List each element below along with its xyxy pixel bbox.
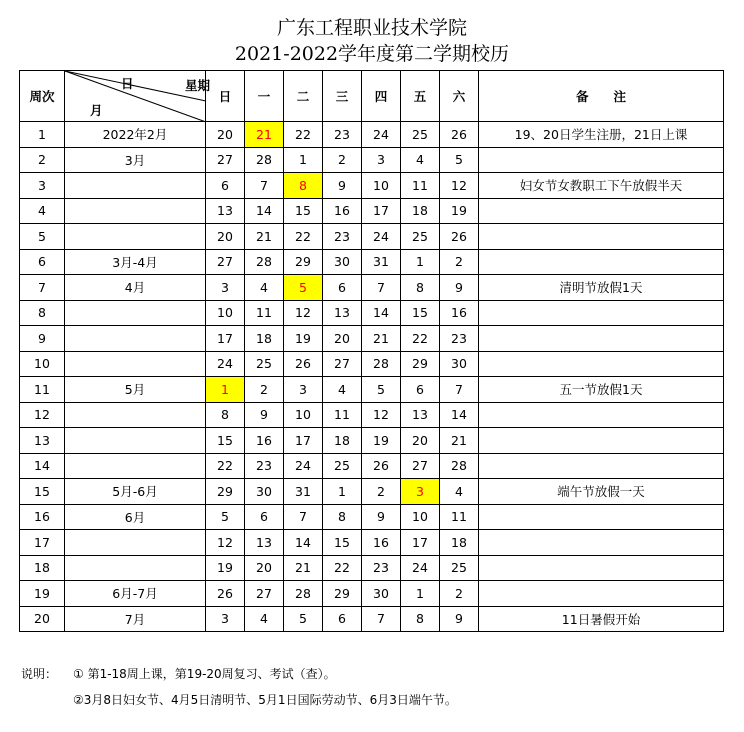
day-cell: 3	[284, 377, 323, 403]
header-diag-weekday: 星期	[185, 78, 211, 93]
week-note	[479, 555, 724, 581]
week-month: 3月-4月	[65, 249, 206, 275]
day-cell: 28	[284, 581, 323, 607]
day-cell: 20	[323, 326, 362, 352]
day-cell: 29	[323, 581, 362, 607]
day-cell: 15	[284, 198, 323, 224]
week-month: 6月	[65, 504, 206, 530]
week-note	[479, 326, 724, 352]
day-cell: 8	[401, 275, 440, 301]
day-cell: 12	[440, 173, 479, 199]
day-cell: 9	[440, 606, 479, 632]
week-row	[20, 122, 724, 148]
day-cell: 6	[323, 606, 362, 632]
day-cell: 18	[323, 428, 362, 454]
week-row	[20, 275, 724, 301]
week-number: 7	[20, 275, 65, 301]
week-number: 11	[20, 377, 65, 403]
day-cell: 18	[401, 198, 440, 224]
day-cell: 4	[323, 377, 362, 403]
day-cell: 20	[401, 428, 440, 454]
day-cell: 4	[245, 606, 284, 632]
week-note	[479, 402, 724, 428]
day-cell: 13	[245, 530, 284, 556]
week-note	[479, 249, 724, 275]
day-cell: 30	[245, 479, 284, 505]
day-cell: 26	[206, 581, 245, 607]
week-number: 5	[20, 224, 65, 250]
day-cell: 29	[401, 351, 440, 377]
day-cell: 4	[245, 275, 284, 301]
day-cell: 26	[284, 351, 323, 377]
week-note	[479, 224, 724, 250]
footnote-text-1: ① 第1-18周上课，第19-20周复习、考试（查）。	[73, 667, 336, 681]
header-notes: 备 注	[479, 71, 724, 122]
day-cell: 13	[401, 402, 440, 428]
week-note	[479, 530, 724, 556]
day-cell: 1	[323, 479, 362, 505]
day-cell: 25	[440, 555, 479, 581]
day-cell: 21	[284, 555, 323, 581]
day-cell: 2	[440, 249, 479, 275]
week-note	[479, 453, 724, 479]
week-note	[479, 351, 724, 377]
day-cell: 9	[323, 173, 362, 199]
day-cell: 31	[284, 479, 323, 505]
day-cell: 22	[206, 453, 245, 479]
week-row	[20, 351, 724, 377]
day-cell: 27	[206, 147, 245, 173]
day-cell: 29	[206, 479, 245, 505]
day-cell: 2	[440, 581, 479, 607]
day-cell: 30	[440, 351, 479, 377]
day-cell: 3	[206, 275, 245, 301]
day-cell: 1	[401, 581, 440, 607]
week-row	[20, 300, 724, 326]
week-month: 6月-7月	[65, 581, 206, 607]
day-cell: 23	[323, 122, 362, 148]
day-cell: 7	[362, 275, 401, 301]
day-cell: 16	[362, 530, 401, 556]
day-cell: 8	[206, 402, 245, 428]
day-cell: 23	[323, 224, 362, 250]
week-number: 18	[20, 555, 65, 581]
day-cell: 19	[284, 326, 323, 352]
week-number: 2	[20, 147, 65, 173]
day-cell: 3	[362, 147, 401, 173]
day-cell: 24	[284, 453, 323, 479]
week-note	[479, 147, 724, 173]
day-cell: 12	[362, 402, 401, 428]
day-cell: 11	[323, 402, 362, 428]
week-number: 6	[20, 249, 65, 275]
week-number: 17	[20, 530, 65, 556]
footnote-line-1	[21, 665, 336, 682]
header-diag-day: 日	[121, 76, 134, 91]
day-cell: 6	[206, 173, 245, 199]
day-cell: 11	[245, 300, 284, 326]
day-cell: 23	[362, 555, 401, 581]
day-cell: 4	[401, 147, 440, 173]
week-row	[20, 377, 724, 403]
week-number: 4	[20, 198, 65, 224]
week-row	[20, 555, 724, 581]
day-cell: 22	[284, 122, 323, 148]
header-day-fri: 五	[401, 71, 440, 122]
day-cell: 16	[245, 428, 284, 454]
day-cell: 18	[440, 530, 479, 556]
day-cell: 12	[206, 530, 245, 556]
day-cell: 28	[440, 453, 479, 479]
calendar-table	[19, 70, 724, 632]
day-cell: 15	[323, 530, 362, 556]
day-cell: 9	[362, 504, 401, 530]
day-cell: 28	[362, 351, 401, 377]
day-cell: 17	[284, 428, 323, 454]
day-cell: 30	[362, 581, 401, 607]
day-cell: 2	[323, 147, 362, 173]
week-row	[20, 479, 724, 505]
day-cell: 7	[284, 504, 323, 530]
day-cell: 5	[206, 504, 245, 530]
day-cell: 26	[440, 122, 479, 148]
day-cell: 20	[206, 122, 245, 148]
day-cell: 24	[362, 224, 401, 250]
week-row	[20, 581, 724, 607]
week-note	[479, 581, 724, 607]
week-number: 13	[20, 428, 65, 454]
week-row	[20, 453, 724, 479]
day-cell: 13	[323, 300, 362, 326]
week-number: 9	[20, 326, 65, 352]
day-cell: 10	[362, 173, 401, 199]
week-note: 11日暑假开始	[479, 606, 724, 632]
header-row	[20, 71, 724, 122]
header-day-sun: 日	[206, 71, 245, 122]
day-cell: 27	[245, 581, 284, 607]
week-number: 10	[20, 351, 65, 377]
footnote-line-2	[73, 691, 457, 708]
week-row	[20, 326, 724, 352]
day-cell: 1	[401, 249, 440, 275]
day-cell: 27	[401, 453, 440, 479]
header-diagonal-cell	[65, 71, 211, 122]
day-cell: 17	[206, 326, 245, 352]
header-day-wed: 三	[323, 71, 362, 122]
week-month	[65, 326, 206, 352]
day-cell: 23	[245, 453, 284, 479]
week-month: 5月	[65, 377, 206, 403]
day-cell-holiday: 3	[401, 479, 440, 505]
week-note: 19、20日学生注册，21日上课	[479, 122, 724, 148]
day-cell: 12	[284, 300, 323, 326]
week-month: 2022年2月	[65, 122, 206, 148]
day-cell: 24	[206, 351, 245, 377]
day-cell: 26	[440, 224, 479, 250]
week-row	[20, 224, 724, 250]
week-row	[20, 402, 724, 428]
week-number: 15	[20, 479, 65, 505]
day-cell: 7	[245, 173, 284, 199]
day-cell: 29	[284, 249, 323, 275]
day-cell: 10	[284, 402, 323, 428]
day-cell: 13	[206, 198, 245, 224]
day-cell: 20	[245, 555, 284, 581]
day-cell: 6	[245, 504, 284, 530]
day-cell: 14	[362, 300, 401, 326]
week-note: 五一节放假1天	[479, 377, 724, 403]
day-cell: 14	[284, 530, 323, 556]
day-cell: 18	[245, 326, 284, 352]
week-note: 妇女节女教职工下午放假半天	[479, 173, 724, 199]
week-month	[65, 555, 206, 581]
day-cell: 10	[401, 504, 440, 530]
day-cell-holiday: 1	[206, 377, 245, 403]
day-cell: 16	[323, 198, 362, 224]
week-row	[20, 198, 724, 224]
week-note	[479, 428, 724, 454]
day-cell: 15	[401, 300, 440, 326]
day-cell: 11	[440, 504, 479, 530]
day-cell: 11	[401, 173, 440, 199]
header-day-tue: 二	[284, 71, 323, 122]
week-note: 端午节放假一天	[479, 479, 724, 505]
day-cell: 26	[362, 453, 401, 479]
day-cell: 6	[401, 377, 440, 403]
day-cell-holiday: 8	[284, 173, 323, 199]
day-cell: 25	[323, 453, 362, 479]
week-row	[20, 147, 724, 173]
page-subtitle: 2021-2022学年度第二学期校历	[234, 43, 510, 65]
week-note: 清明节放假1天	[479, 275, 724, 301]
footnote-label: 说明：	[21, 667, 58, 681]
week-month	[65, 173, 206, 199]
day-cell: 28	[245, 147, 284, 173]
day-cell: 25	[401, 122, 440, 148]
week-row	[20, 504, 724, 530]
day-cell: 15	[206, 428, 245, 454]
day-cell: 25	[245, 351, 284, 377]
week-row	[20, 530, 724, 556]
day-cell: 31	[362, 249, 401, 275]
week-month	[65, 300, 206, 326]
day-cell: 7	[440, 377, 479, 403]
day-cell: 17	[362, 198, 401, 224]
day-cell: 6	[323, 275, 362, 301]
day-cell: 24	[362, 122, 401, 148]
week-note	[479, 198, 724, 224]
day-cell: 20	[206, 224, 245, 250]
day-cell: 30	[323, 249, 362, 275]
day-cell: 14	[245, 198, 284, 224]
header-day-thu: 四	[362, 71, 401, 122]
week-number: 14	[20, 453, 65, 479]
week-row	[20, 173, 724, 199]
day-cell: 7	[362, 606, 401, 632]
day-cell: 22	[323, 555, 362, 581]
day-cell: 27	[206, 249, 245, 275]
week-number: 3	[20, 173, 65, 199]
week-number: 1	[20, 122, 65, 148]
week-number: 16	[20, 504, 65, 530]
day-cell: 21	[362, 326, 401, 352]
week-month	[65, 530, 206, 556]
day-cell: 25	[401, 224, 440, 250]
header-diag-month: 月	[90, 103, 103, 118]
week-note	[479, 504, 724, 530]
week-month: 3月	[65, 147, 206, 173]
day-cell: 19	[206, 555, 245, 581]
week-row	[20, 428, 724, 454]
day-cell: 23	[440, 326, 479, 352]
week-month	[65, 402, 206, 428]
week-row	[20, 249, 724, 275]
day-cell: 19	[362, 428, 401, 454]
week-month	[65, 428, 206, 454]
day-cell: 16	[440, 300, 479, 326]
day-cell: 8	[401, 606, 440, 632]
day-cell: 14	[440, 402, 479, 428]
header-day-mon: 一	[245, 71, 284, 122]
day-cell: 9	[440, 275, 479, 301]
day-cell-holiday: 21	[245, 122, 284, 148]
day-cell: 17	[401, 530, 440, 556]
day-cell: 5	[440, 147, 479, 173]
day-cell: 1	[284, 147, 323, 173]
day-cell: 8	[323, 504, 362, 530]
day-cell: 24	[401, 555, 440, 581]
week-month	[65, 224, 206, 250]
day-cell: 9	[245, 402, 284, 428]
week-number: 8	[20, 300, 65, 326]
day-cell: 28	[245, 249, 284, 275]
day-cell: 5	[284, 606, 323, 632]
day-cell: 2	[362, 479, 401, 505]
header-week: 周次	[20, 71, 65, 122]
week-number: 19	[20, 581, 65, 607]
day-cell: 22	[284, 224, 323, 250]
week-month	[65, 351, 206, 377]
day-cell-holiday: 5	[284, 275, 323, 301]
week-month: 5月-6月	[65, 479, 206, 505]
week-number: 12	[20, 402, 65, 428]
week-note	[479, 300, 724, 326]
page-title: 广东工程职业技术学院	[276, 17, 467, 39]
week-month: 4月	[65, 275, 206, 301]
day-cell: 21	[440, 428, 479, 454]
day-cell: 5	[362, 377, 401, 403]
day-cell: 3	[206, 606, 245, 632]
day-cell: 21	[245, 224, 284, 250]
header-day-sat: 六	[440, 71, 479, 122]
day-cell: 22	[401, 326, 440, 352]
week-row	[20, 606, 724, 632]
day-cell: 4	[440, 479, 479, 505]
day-cell: 2	[245, 377, 284, 403]
day-cell: 27	[323, 351, 362, 377]
week-month	[65, 198, 206, 224]
footnote-text-2: ②3月8日妇女节、4月5日清明节、5月1日国际劳动节、6月3日端午节。	[73, 693, 457, 707]
week-month: 7月	[65, 606, 206, 632]
week-month	[65, 453, 206, 479]
day-cell: 19	[440, 198, 479, 224]
day-cell: 10	[206, 300, 245, 326]
week-number: 20	[20, 606, 65, 632]
